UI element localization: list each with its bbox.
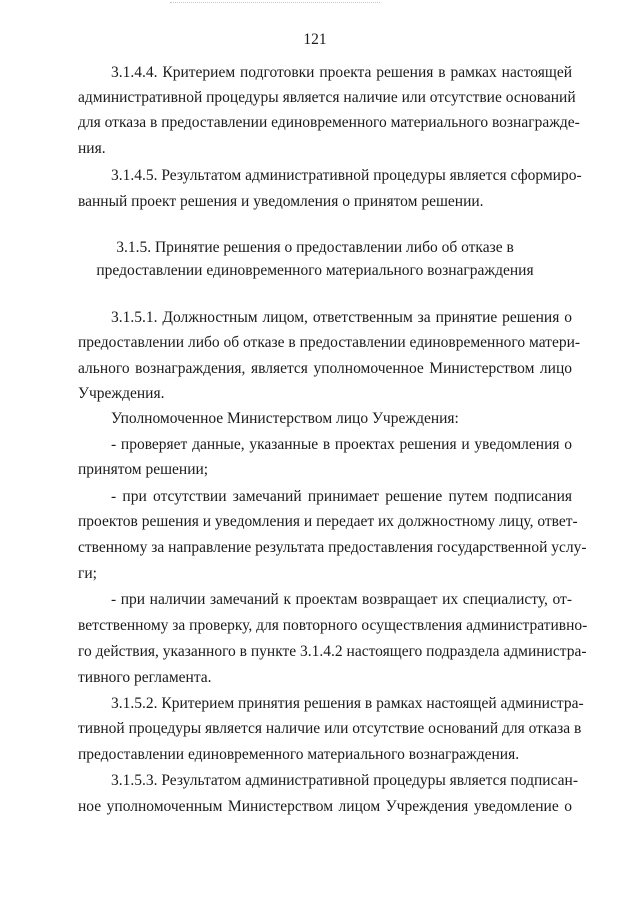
list-item-line: ги;: [78, 565, 97, 582]
text-line: 3.1.4.5. Результатом административной процедуры является сформиро-: [111, 167, 582, 184]
list-item-line: го действия, указанного в пункте 3.1.4.2 настоящего подраздела администра-: [78, 643, 587, 660]
text-line: Учреждения.: [78, 385, 165, 402]
list-item-line: проектов решения и уведомления и передает их должностному лицу, ответ-: [78, 513, 578, 530]
text-line: для отказа в предоставлении единовременного материального вознагражде-: [78, 114, 580, 131]
text-line: административной процедуры является наличие или отсутствие оснований: [78, 89, 576, 106]
section-heading-line: 3.1.5. Принятие решения о предоставлении либо об отказе в: [116, 239, 514, 256]
text-line: 3.1.4.4. Критерием подготовки проекта решения в рамках настоящей: [111, 64, 572, 81]
text-line: ального вознаграждения, является уполномоченное Министерством лицо: [78, 360, 572, 377]
list-item-line: ственному за направление результата предоставления государственной услу-: [78, 539, 587, 556]
text-line: 3.1.5.2. Критерием принятия решения в рамках настоящей администра-: [111, 695, 584, 712]
text-line: предоставлении либо об отказе в предоставлении единовременного матери-: [78, 334, 581, 351]
list-item-line: ветственному за проверку, для повторного осуществления административно-: [78, 617, 588, 634]
text-line: ное уполномоченным Министерством лицом Учреждения уведомление о: [78, 798, 572, 815]
scan-artifact: [170, 2, 380, 7]
list-item-line: - проверяет данные, указанные в проектах решения и уведомления о: [111, 436, 572, 453]
text-line: Уполномоченное Министерством лицо Учреждения:: [111, 410, 459, 427]
text-line: 3.1.5.3. Результатом административной процедуры является подписан-: [111, 772, 578, 789]
page-number: 121: [303, 31, 327, 48]
section-heading-line: предоставлении единовременного материального вознаграждения: [96, 262, 534, 279]
text-line: ния.: [78, 140, 106, 157]
list-item-line: тивного регламента.: [78, 669, 212, 686]
text-line: предоставлении единовременного материального вознаграждения.: [78, 746, 520, 763]
text-line: ванный проект решения и уведомления о принятом решении.: [78, 193, 484, 210]
text-line: 3.1.5.1. Должностным лицом, ответственным за принятие решения о: [111, 309, 572, 326]
list-item-line: - при наличии замечаний к проектам возвращает их специалисту, от-: [111, 591, 572, 608]
text-line: тивной процедуры является наличие или отсутствие оснований для отказа в: [78, 720, 582, 737]
list-item-line: - при отсутствии замечаний принимает решение путем подписания: [111, 488, 572, 505]
list-item-line: принятом решении;: [78, 461, 209, 478]
